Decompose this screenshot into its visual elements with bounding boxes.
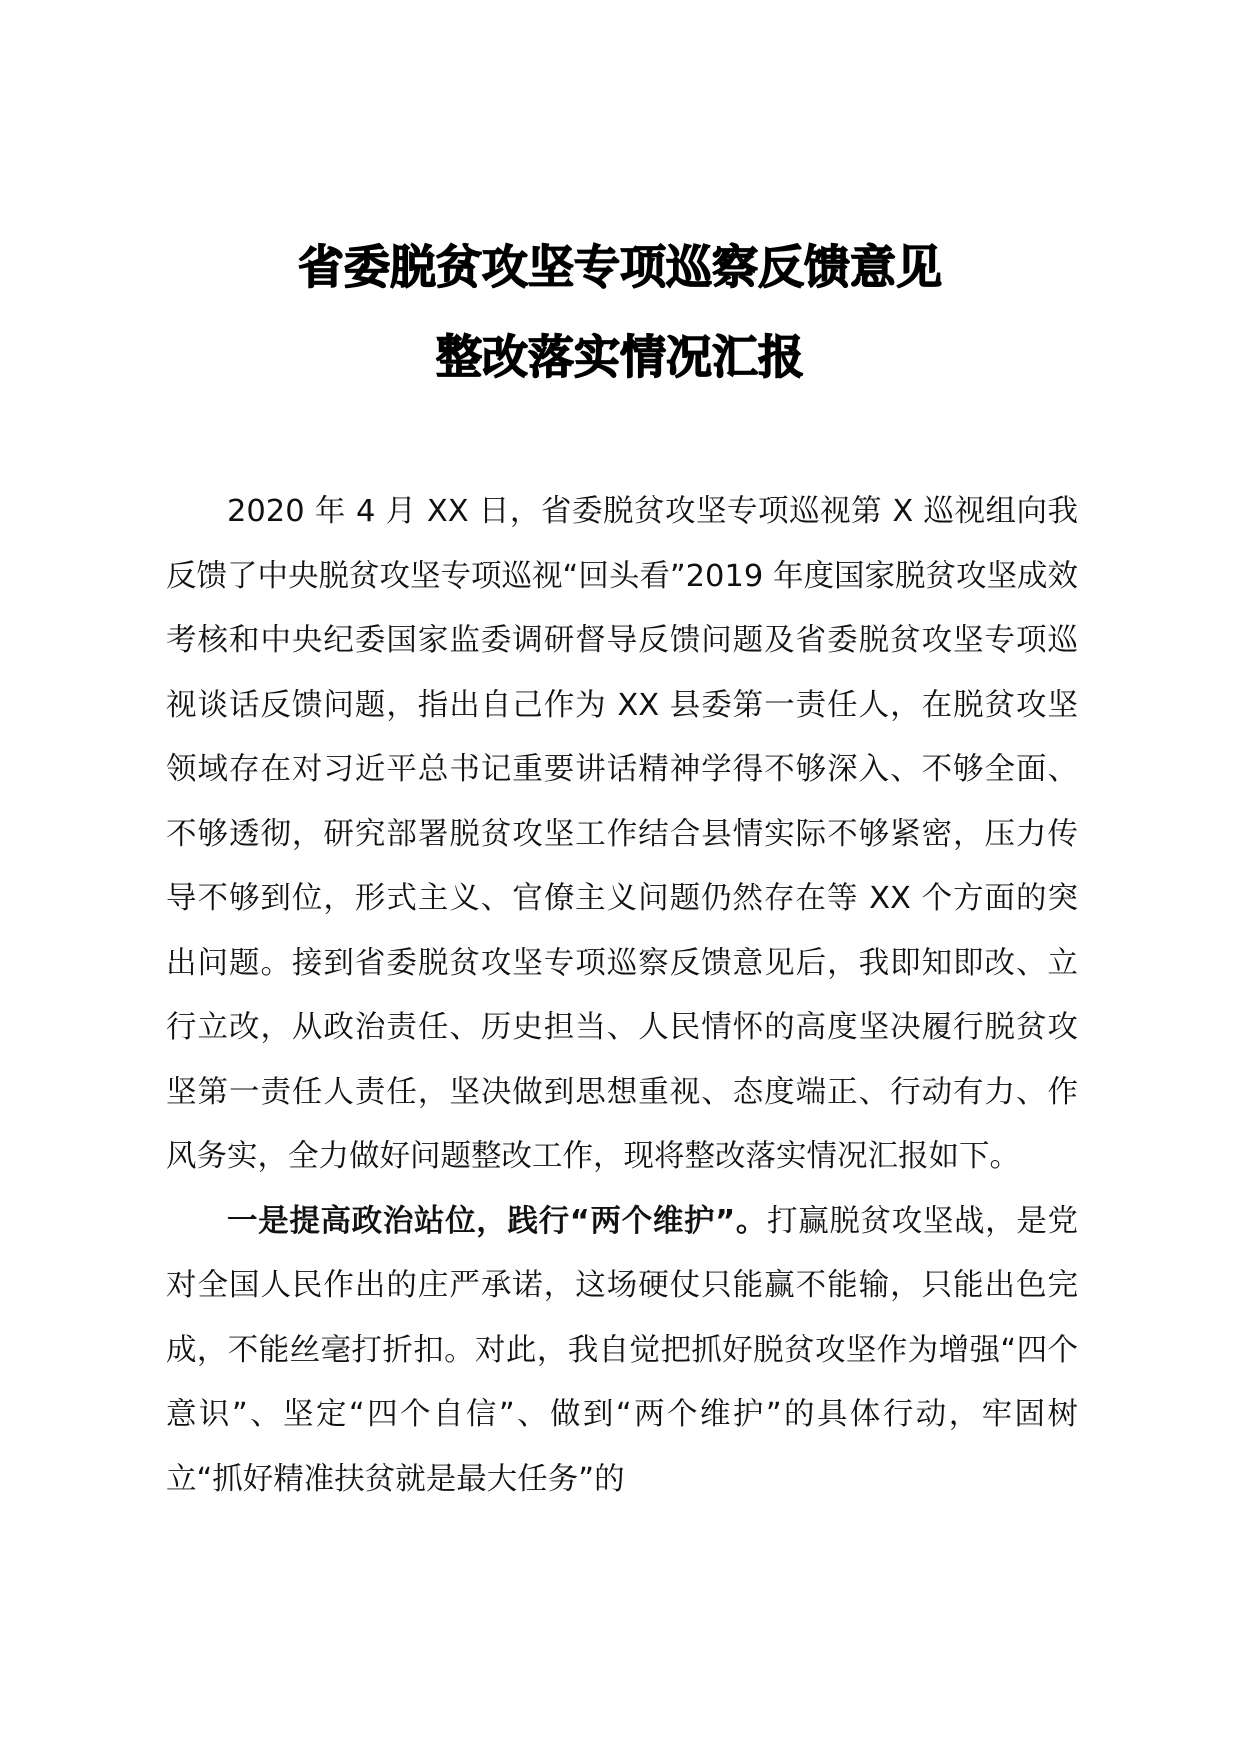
paragraph-point-one [166,1190,1078,1513]
document-title [0,222,1240,402]
title-line-1: 省委脱贫攻坚专项巡察反馈意见 [298,240,942,294]
paragraph-text: 打赢脱贫攻坚战，是党对全国人民作出的庄严承诺，这场硬仗只能赢不能输，只能出色完成，不能丝毫打折扣。对此，我自觉把抓好脱贫攻坚作为增强“四个意识”、坚定“四个自信”、做到“两个维护”的具体行动，牢固树立“抓好精准扶贫就是最大任务”的 [166,1203,1078,1497]
paragraph-text: 2020 年 4 月 XX 日，省委脱贫攻坚专项巡视第 X 巡视组向我反馈了中央脱贫攻坚专项巡视“回头看”2019 年度国家脱贫攻坚成效考核和中央纪委国家监委调研督导反馈问题及省委脱贫攻坚专项巡视谈话反馈问题，指出自己作为 XX 县委第一责任人，在脱贫攻坚领域存在对习近平总书记重要讲话精神学得不够深入、不够全面、不够透彻，研究部署脱贫攻坚工作结合县情实际不够紧密，压力传导不够到位，形式主义、官僚主义问题仍然存在等 XX 个方面的突出问题。接到省委脱贫攻坚专项巡察反馈意见后，我即知即改、立行立改，从政治责任、历史担当、人民情怀的高度坚决履行脱贫攻坚第一责任人责任，坚决做到思想重视、态度端正、行动有力、作风务实，全力做好问题整改工作，现将整改落实情况汇报如下。 [166,494,1078,1174]
paragraph-intro [166,480,1078,1190]
paragraph-lead-heading: 一是提高政治站位，践行“两个维护”。 [227,1203,768,1239]
title-line-2: 整改落实情况汇报 [436,330,804,384]
document-body [166,480,1078,1512]
